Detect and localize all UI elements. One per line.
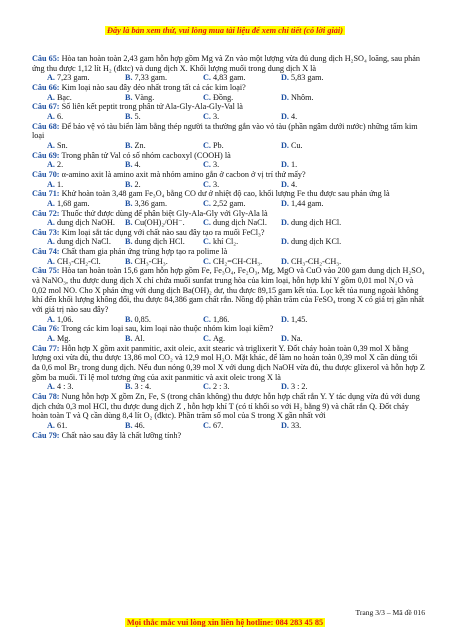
question-list	[32, 54, 425, 440]
option-letter: C.	[203, 179, 211, 189]
answer-option[interactable]	[125, 199, 203, 209]
answer-option[interactable]	[203, 218, 281, 228]
question-block	[32, 344, 425, 392]
option-letter: D.	[281, 382, 289, 392]
preview-banner-text: Đây là bản xem thử, vui lòng mua tài liệu để xem chi tiết (có lời giải)	[107, 26, 343, 35]
option-letter: B.	[125, 237, 133, 247]
answer-option[interactable]	[203, 257, 281, 267]
option-letter: B.	[125, 73, 133, 83]
option-text: 2 : 3.	[212, 382, 230, 392]
question-block	[32, 247, 425, 266]
question-block	[32, 392, 425, 431]
option-text: 61.	[56, 420, 68, 430]
option-letter: D.	[281, 179, 289, 189]
question-number: Câu 67:	[32, 102, 60, 112]
question-number: Câu 71:	[32, 189, 60, 199]
option-letter: D.	[281, 237, 289, 247]
page-info: Trang 3/3 – Mã đề 016	[355, 608, 425, 617]
option-text: Đồng.	[212, 92, 234, 102]
question-block	[32, 266, 425, 324]
answer-option[interactable]	[47, 73, 125, 83]
answer-option[interactable]	[125, 180, 203, 190]
answer-option[interactable]	[125, 237, 203, 247]
option-text: 1,44 gam.	[290, 198, 324, 208]
question-text: Trong phân tử Val có số nhóm cacboxyl (COOH) là	[61, 150, 231, 160]
answer-option[interactable]	[47, 180, 125, 190]
question-stem	[32, 54, 425, 73]
answer-option[interactable]	[125, 141, 203, 151]
option-text: 4.	[134, 160, 141, 170]
question-stem	[32, 324, 425, 334]
option-text: Zn.	[134, 140, 146, 150]
option-text: dung dịch NaCl.	[212, 218, 267, 228]
option-letter: A.	[47, 140, 55, 150]
answer-option[interactable]	[47, 315, 125, 325]
option-letter: A.	[47, 237, 55, 247]
option-text: 1,45.	[290, 314, 308, 324]
answer-option[interactable]	[203, 160, 281, 170]
option-letter: A.	[47, 314, 55, 324]
option-letter: B.	[125, 140, 133, 150]
question-block	[32, 209, 425, 228]
question-number: Câu 75:	[32, 266, 60, 276]
question-text: Kim loại nào sau đây dẻo nhất trong tất cả các kim loại?	[61, 82, 246, 92]
option-text: Sn.	[56, 140, 68, 150]
option-letter: D.	[281, 160, 289, 170]
question-number: Câu 77:	[32, 343, 60, 353]
option-letter: C.	[203, 218, 211, 228]
answer-option[interactable]	[281, 421, 359, 431]
answer-option[interactable]	[281, 237, 359, 247]
option-text: 1,68 gam.	[56, 198, 90, 208]
question-text: Nung hỗn hợp X gồm Zn, Fe, S (trong chân không) thu được hỗn hợp chất rắn Y. Y tác dụng vừa đủ với dung dịch chứa 0,3 mol HCl, thu được dung dịch Z , hỗn hợp khí T (có tỉ khối so với H₂ bằng 9) và chất rắn Q. Đốt cháy hoàn toàn T và Q cần dùng 8,4 lít O₂ (đktc). Phần trăm số mol của S trong X gần nhất với	[32, 391, 420, 421]
option-letter: B.	[125, 334, 133, 344]
option-text: dung dịch NaOH.	[56, 218, 115, 228]
option-text: Cu.	[290, 140, 303, 150]
answer-option[interactable]	[47, 141, 125, 151]
answer-option[interactable]	[203, 315, 281, 325]
option-text: Vàng.	[134, 92, 155, 102]
question-text: Hòa tan hoàn toàn 15,6 gam hỗn hợp gồm Fe, Fe₃O₄, Fe₂O₃, Mg, MgO và CuO vào 200 gam dung dịch H₂SO₄ và NaNO₃, thu được dung dịch X chỉ chứa muối sunfat trung hòa của kim loại, hỗn hợp khí Y gồm 0,01 mol N₂O và 0,02 mol NO. Cho X phản ứng với dung dịch Ba(OH)₂ dư, thu được 89,15 gam kết tủa. Lọc kết tủa nung ngoài không khí đến khối lượng không đổi, thu được 84,386 gam chất rắn. Nồng độ phần trăm của FeSO₄ trong X có giá trị gần nhất với giá trị nào sau đây?	[32, 266, 425, 315]
answer-options	[32, 237, 425, 247]
question-block	[32, 228, 425, 247]
option-text: 3 : 2.	[290, 382, 308, 392]
answer-option[interactable]	[203, 93, 281, 103]
answer-option[interactable]	[281, 218, 359, 228]
question-stem	[32, 151, 425, 161]
option-letter: A.	[47, 420, 55, 430]
question-stem	[32, 431, 425, 441]
answer-options	[32, 93, 425, 103]
option-letter: B.	[125, 314, 133, 324]
option-letter: C.	[203, 314, 211, 324]
option-letter: C.	[203, 382, 211, 392]
option-text: 7,33 gam.	[134, 73, 168, 83]
answer-option[interactable]	[47, 112, 125, 122]
option-text: Mg.	[56, 334, 71, 344]
option-letter: D.	[281, 111, 289, 121]
question-stem	[32, 189, 425, 199]
question-text: Chất nào sau đây là chất lưỡng tính?	[61, 430, 182, 440]
answer-option[interactable]	[281, 73, 359, 83]
option-text: Ag.	[212, 334, 226, 344]
option-text: 3.	[212, 111, 220, 121]
question-stem	[32, 209, 425, 219]
option-text: Na.	[290, 334, 303, 344]
answer-option[interactable]	[281, 112, 359, 122]
option-letter: C.	[203, 237, 211, 247]
option-text: Nhôm.	[290, 92, 314, 102]
question-stem	[32, 228, 425, 238]
question-number: Câu 78:	[32, 391, 60, 401]
question-stem	[32, 247, 425, 257]
question-number: Câu 74:	[32, 247, 60, 257]
answer-option[interactable]	[281, 180, 359, 190]
option-text: dung dịch KCl.	[290, 237, 342, 247]
option-text: 67.	[212, 420, 224, 430]
question-number: Câu 73:	[32, 227, 60, 237]
option-letter: D.	[281, 334, 289, 344]
answer-options	[32, 199, 425, 209]
answer-option[interactable]	[281, 160, 359, 170]
question-text: Số liên kết peptit trong phân tử Ala-Gly-Ala-Gly-Val là	[61, 102, 243, 112]
option-text: 3 : 4.	[134, 382, 152, 392]
answer-options	[32, 334, 425, 344]
option-letter: A.	[47, 111, 55, 121]
answer-option[interactable]	[203, 237, 281, 247]
question-number: Câu 69:	[32, 150, 60, 160]
question-text: Trong các kim loại sau, kim loại nào thuộc nhóm kim loại kiềm?	[61, 324, 274, 334]
answer-options	[32, 73, 425, 83]
option-text: 2,52 gam.	[212, 198, 246, 208]
answer-option[interactable]	[203, 199, 281, 209]
option-text: Cu(OH)₂/OH⁻.	[134, 218, 185, 228]
option-text: 0,85.	[134, 314, 151, 324]
answer-option[interactable]	[281, 257, 359, 267]
answer-option[interactable]	[47, 237, 125, 247]
question-block	[32, 102, 425, 121]
option-text: dung dịch HCl.	[290, 218, 342, 228]
answer-option[interactable]	[47, 218, 125, 228]
question-number: Câu 68:	[32, 121, 60, 131]
option-text: 3.	[212, 160, 220, 170]
answer-option[interactable]	[281, 382, 359, 392]
question-number: Câu 65:	[32, 54, 60, 63]
option-letter: D.	[281, 73, 289, 83]
question-text: Chất tham gia phản ứng trùng hợp tạo ra polime là	[61, 247, 228, 257]
question-stem	[32, 266, 425, 314]
option-text: dung dịch HCl.	[134, 237, 185, 247]
answer-option[interactable]	[125, 73, 203, 83]
option-letter: C.	[203, 92, 211, 102]
hotline-banner-text: Mọi thắc mắc vui lòng xin liên hệ hotline: 084 283 45 85	[126, 618, 324, 627]
question-block	[32, 431, 425, 441]
option-letter: B.	[125, 420, 133, 430]
answer-options	[32, 315, 425, 325]
option-letter: C.	[203, 160, 211, 170]
option-letter: B.	[125, 218, 133, 228]
question-number: Câu 79:	[32, 430, 60, 440]
option-text: 5,83 gam.	[290, 73, 324, 83]
option-text: 1,06.	[56, 314, 74, 324]
option-text: Al.	[134, 334, 145, 344]
answer-options	[32, 160, 425, 170]
option-text: 33.	[290, 420, 302, 430]
answer-option[interactable]	[125, 421, 203, 431]
option-letter: B.	[125, 92, 133, 102]
option-letter: C.	[203, 420, 211, 430]
option-letter: A.	[47, 92, 55, 102]
hotline-banner	[0, 618, 450, 627]
question-text: Kim loại sắt tác dụng với chất nào sau đây tạo ra muối FeCl₃?	[61, 227, 265, 237]
question-stem	[32, 102, 425, 112]
answer-option[interactable]	[203, 180, 281, 190]
answer-option[interactable]	[125, 257, 203, 267]
answer-options	[32, 218, 425, 228]
question-text: Để bảo vệ vỏ tàu biển làm bằng thép người ta thường gắn vào vỏ tàu (phần ngâm dưới nước) những tấm kim loại	[32, 121, 418, 141]
answer-option[interactable]	[47, 421, 125, 431]
answer-options	[32, 421, 425, 431]
option-letter: D.	[281, 256, 289, 266]
question-number: Câu 70:	[32, 169, 60, 179]
question-stem	[32, 170, 425, 180]
answer-option[interactable]	[47, 257, 125, 267]
answer-option[interactable]	[203, 112, 281, 122]
answer-option[interactable]	[281, 93, 359, 103]
option-text: 4.	[290, 179, 298, 189]
answer-option[interactable]	[125, 93, 203, 103]
question-text: Hòa tan hoàn toàn 2,43 gam hỗn hợp gồm Mg và Zn vào một lượng vừa đủ dung dịch H₂SO₄ loãng, sau phản ứng thu được 1,12 lít H₂ (đktc) và dung dịch X. Khối lượng muối trong dung dịch X là	[32, 54, 421, 73]
option-text: 3,36 gam.	[134, 198, 168, 208]
answer-option[interactable]	[47, 382, 125, 392]
option-text: 4 : 3.	[56, 382, 74, 392]
option-letter: D.	[281, 140, 289, 150]
option-letter: D.	[281, 92, 289, 102]
option-text: CH₃-CH₃.	[134, 256, 168, 266]
answer-option[interactable]	[125, 218, 203, 228]
option-text: 3.	[212, 179, 220, 189]
option-letter: C.	[203, 140, 211, 150]
answer-option[interactable]	[47, 160, 125, 170]
option-text: Pb.	[212, 140, 224, 150]
answer-option[interactable]	[281, 141, 359, 151]
preview-banner	[0, 26, 450, 35]
answer-option[interactable]	[203, 141, 281, 151]
option-text: 7,23 gam.	[56, 73, 90, 83]
option-letter: B.	[125, 256, 133, 266]
option-text: khí Cl₂.	[212, 237, 239, 247]
option-text: 5.	[134, 111, 141, 121]
option-text: 4.	[290, 111, 298, 121]
question-stem	[32, 122, 425, 141]
answer-options	[32, 257, 425, 267]
question-number: Câu 72:	[32, 208, 60, 218]
option-letter: B.	[125, 160, 133, 170]
option-letter: C.	[203, 73, 211, 83]
option-letter: D.	[281, 314, 289, 324]
answer-option[interactable]	[47, 93, 125, 103]
question-number: Câu 66:	[32, 82, 60, 92]
answer-option[interactable]	[281, 334, 359, 344]
question-block	[32, 324, 425, 343]
option-letter: A.	[47, 334, 55, 344]
answer-option[interactable]	[125, 315, 203, 325]
question-text: Thuốc thử được dùng để phân biệt Gly-Ala-Gly với Gly-Ala là	[61, 208, 268, 218]
answer-option[interactable]	[281, 199, 359, 209]
answer-option[interactable]	[47, 199, 125, 209]
answer-option[interactable]	[203, 334, 281, 344]
option-letter: B.	[125, 111, 133, 121]
option-letter: C.	[203, 334, 211, 344]
option-letter: A.	[47, 256, 55, 266]
option-letter: A.	[47, 73, 55, 83]
answer-options	[32, 141, 425, 151]
question-text: α-amino axit là amino axit mà nhóm amino gắn ở cacbon ở vị trí thứ mấy?	[61, 169, 306, 179]
question-stem	[32, 344, 425, 383]
option-letter: A.	[47, 382, 55, 392]
question-block	[32, 54, 425, 83]
question-number: Câu 76:	[32, 324, 60, 334]
answer-option[interactable]	[203, 421, 281, 431]
question-block	[32, 83, 425, 102]
question-text: Khử hoàn toàn 3,48 gam Fe₃O₄ bằng CO dư ở nhiệt độ cao, khối lượng Fe thu được sau phản ứng là	[61, 189, 390, 199]
option-letter: B.	[125, 179, 133, 189]
answer-option[interactable]	[203, 382, 281, 392]
option-text: CH₃-CH₂-CH₃.	[290, 256, 342, 266]
answer-option[interactable]	[47, 334, 125, 344]
option-text: 1,86.	[212, 314, 230, 324]
option-text: CH₃-CH₂-Cl.	[56, 256, 101, 266]
option-text: 2.	[134, 179, 141, 189]
answer-options	[32, 180, 425, 190]
option-letter: A.	[47, 198, 55, 208]
question-block	[32, 122, 425, 151]
option-text: dung dịch NaCl.	[56, 237, 111, 247]
option-text: 46.	[134, 420, 145, 430]
option-text: Bạc.	[56, 92, 72, 102]
option-text: 4,83 gam.	[212, 73, 246, 83]
answer-option[interactable]	[125, 334, 203, 344]
option-letter: D.	[281, 198, 289, 208]
answer-option[interactable]	[125, 382, 203, 392]
option-letter: A.	[47, 218, 55, 228]
question-block	[32, 151, 425, 170]
option-text: 2.	[56, 160, 64, 170]
option-letter: A.	[47, 179, 55, 189]
option-text: CH₂=CH-CH₃.	[212, 256, 263, 266]
option-letter: D.	[281, 420, 289, 430]
option-letter: B.	[125, 198, 133, 208]
option-letter: A.	[47, 160, 55, 170]
option-text: 1.	[56, 179, 64, 189]
option-letter: C.	[203, 256, 211, 266]
answer-option[interactable]	[281, 315, 359, 325]
option-letter: C.	[203, 198, 211, 208]
option-text: 6.	[56, 111, 64, 121]
question-block	[32, 189, 425, 208]
option-letter: C.	[203, 111, 211, 121]
option-letter: D.	[281, 218, 289, 228]
question-stem	[32, 83, 425, 93]
question-text: Hỗn hợp X gồm axit panmitic, axit oleic, axit stearic và triglixerit Y. Đốt cháy hoàn toàn 0,39 mol X bằng lượng oxi vừa đủ, thu được 13,86 mol CO₂ và 12,9 mol H₂O. Mặt khác, để làm no hoàn toàn 0,39 mol X cần dùng tối đa 0,6 mol Br₂ trong dung dịch. Nếu đun nóng 0,39 mol X với dung dịch NaOH vừa đủ, thu được glixerol và hỗn hợp Z gồm ba muối. Tỉ lệ mol tương ứng của axit panmitic và axit oleic trong X là	[32, 343, 425, 382]
answer-options	[32, 112, 425, 122]
answer-options	[32, 382, 425, 392]
option-text: 1.	[290, 160, 298, 170]
question-stem	[32, 392, 425, 421]
option-letter: B.	[125, 382, 133, 392]
answer-option[interactable]	[125, 160, 203, 170]
question-block	[32, 170, 425, 189]
answer-option[interactable]	[203, 73, 281, 83]
answer-option[interactable]	[125, 112, 203, 122]
